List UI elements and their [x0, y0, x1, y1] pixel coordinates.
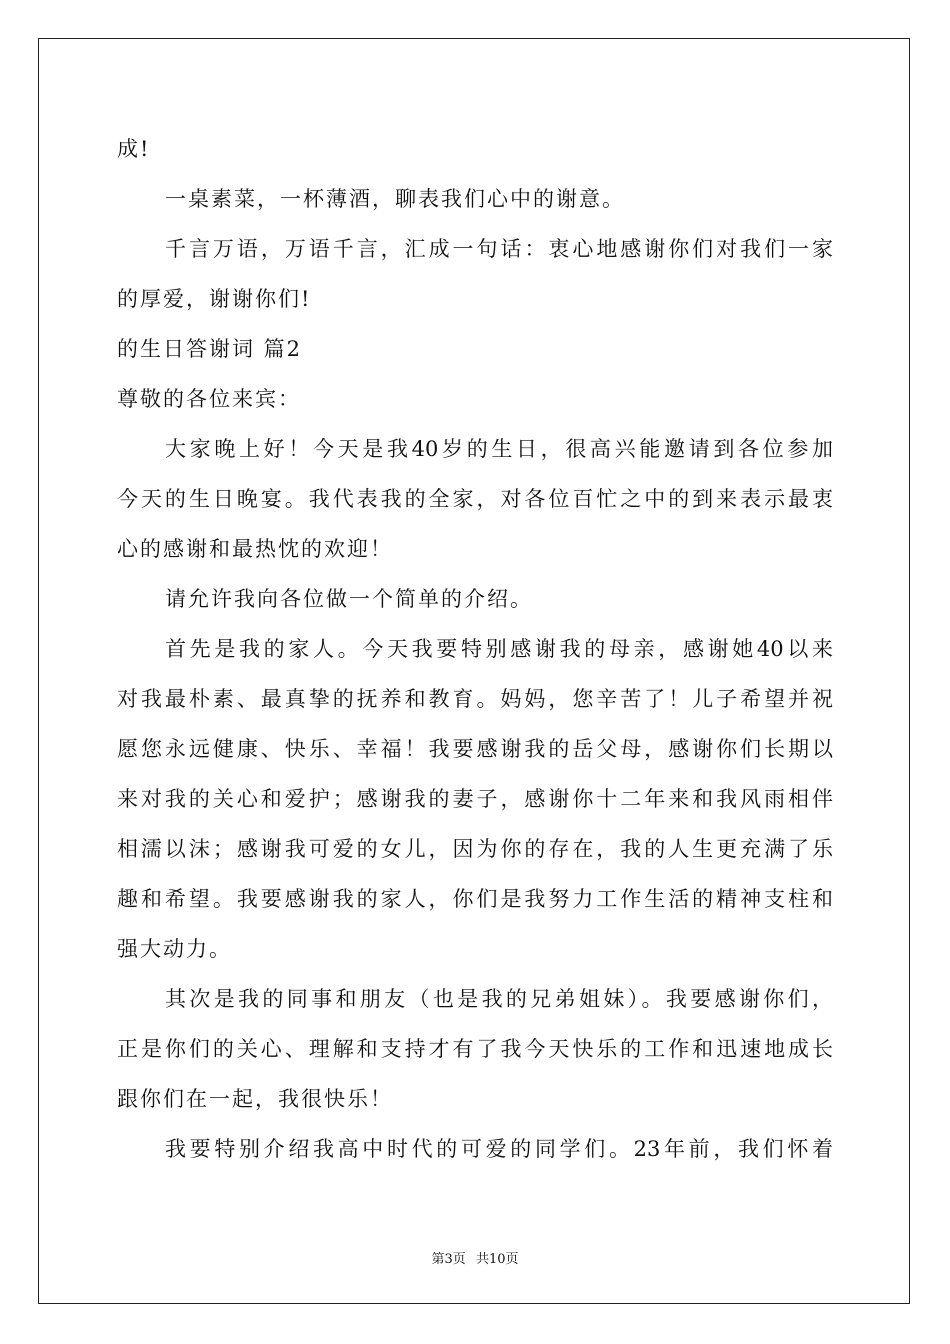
text-line: 首先是我的家人。今天我要特别感谢我的母亲，感谢她40以来 [165, 637, 833, 661]
text-line: 跟你们在一起，我很快乐！ [117, 1087, 393, 1111]
text-line: 的厚爱，谢谢你们! [117, 287, 312, 311]
text-line: 愿您永远健康、快乐、幸福！我要感谢我的岳父母，感谢你们长期以 [117, 737, 833, 761]
text-line: 正是你们的关心、理解和支持才有了我今天快乐的工作和迅速地成长 [117, 1037, 833, 1061]
text-line: 相濡以沫；感谢我可爱的女儿，因为你的存在，我的人生更充满了乐 [117, 837, 833, 861]
text-line: 今天的生日晚宴。我代表我的全家，对各位百忙之中的到来表示最衷 [117, 487, 833, 511]
text-line: 千言万语，万语千言，汇成一句话：衷心地感谢你们对我们一家 [165, 237, 833, 261]
text-line: 的生日答谢词 篇2 [117, 337, 303, 361]
text-line: 请允许我向各位做一个简单的介绍。 [165, 587, 533, 611]
text-line: 尊敬的各位来宾： [117, 387, 301, 411]
page-total: 共10页 [475, 1252, 519, 1267]
text-line: 对我最朴素、最真挚的抚养和教育。妈妈，您辛苦了！儿子希望并祝 [117, 687, 833, 711]
text-line: 强大动力。 [117, 937, 232, 961]
text-line: 大家晚上好！今天是我40岁的生日，很高兴能邀请到各位参加 [165, 437, 833, 461]
text-line: 一桌素菜，一杯薄酒，聊表我们心中的谢意。 [165, 187, 625, 211]
page-number: 第3页 [431, 1252, 466, 1267]
document-body [117, 124, 833, 1174]
text-line: 其次是我的同事和朋友（也是我的兄弟姐妹）。我要感谢你们， [165, 987, 833, 1011]
page-footer [0, 1248, 950, 1267]
text-line: 我要特别介绍我高中时代的可爱的同学们。23年前，我们怀着 [165, 1137, 833, 1161]
text-line: 趣和希望。我要感谢我的家人，你们是我努力工作生活的精神支柱和 [117, 887, 833, 911]
text-line: 成! [117, 137, 151, 161]
text-line: 来对我的关心和爱护；感谢我的妻子，感谢你十二年来和我风雨相伴 [117, 787, 833, 811]
text-line: 心的感谢和最热忱的欢迎！ [117, 537, 393, 561]
